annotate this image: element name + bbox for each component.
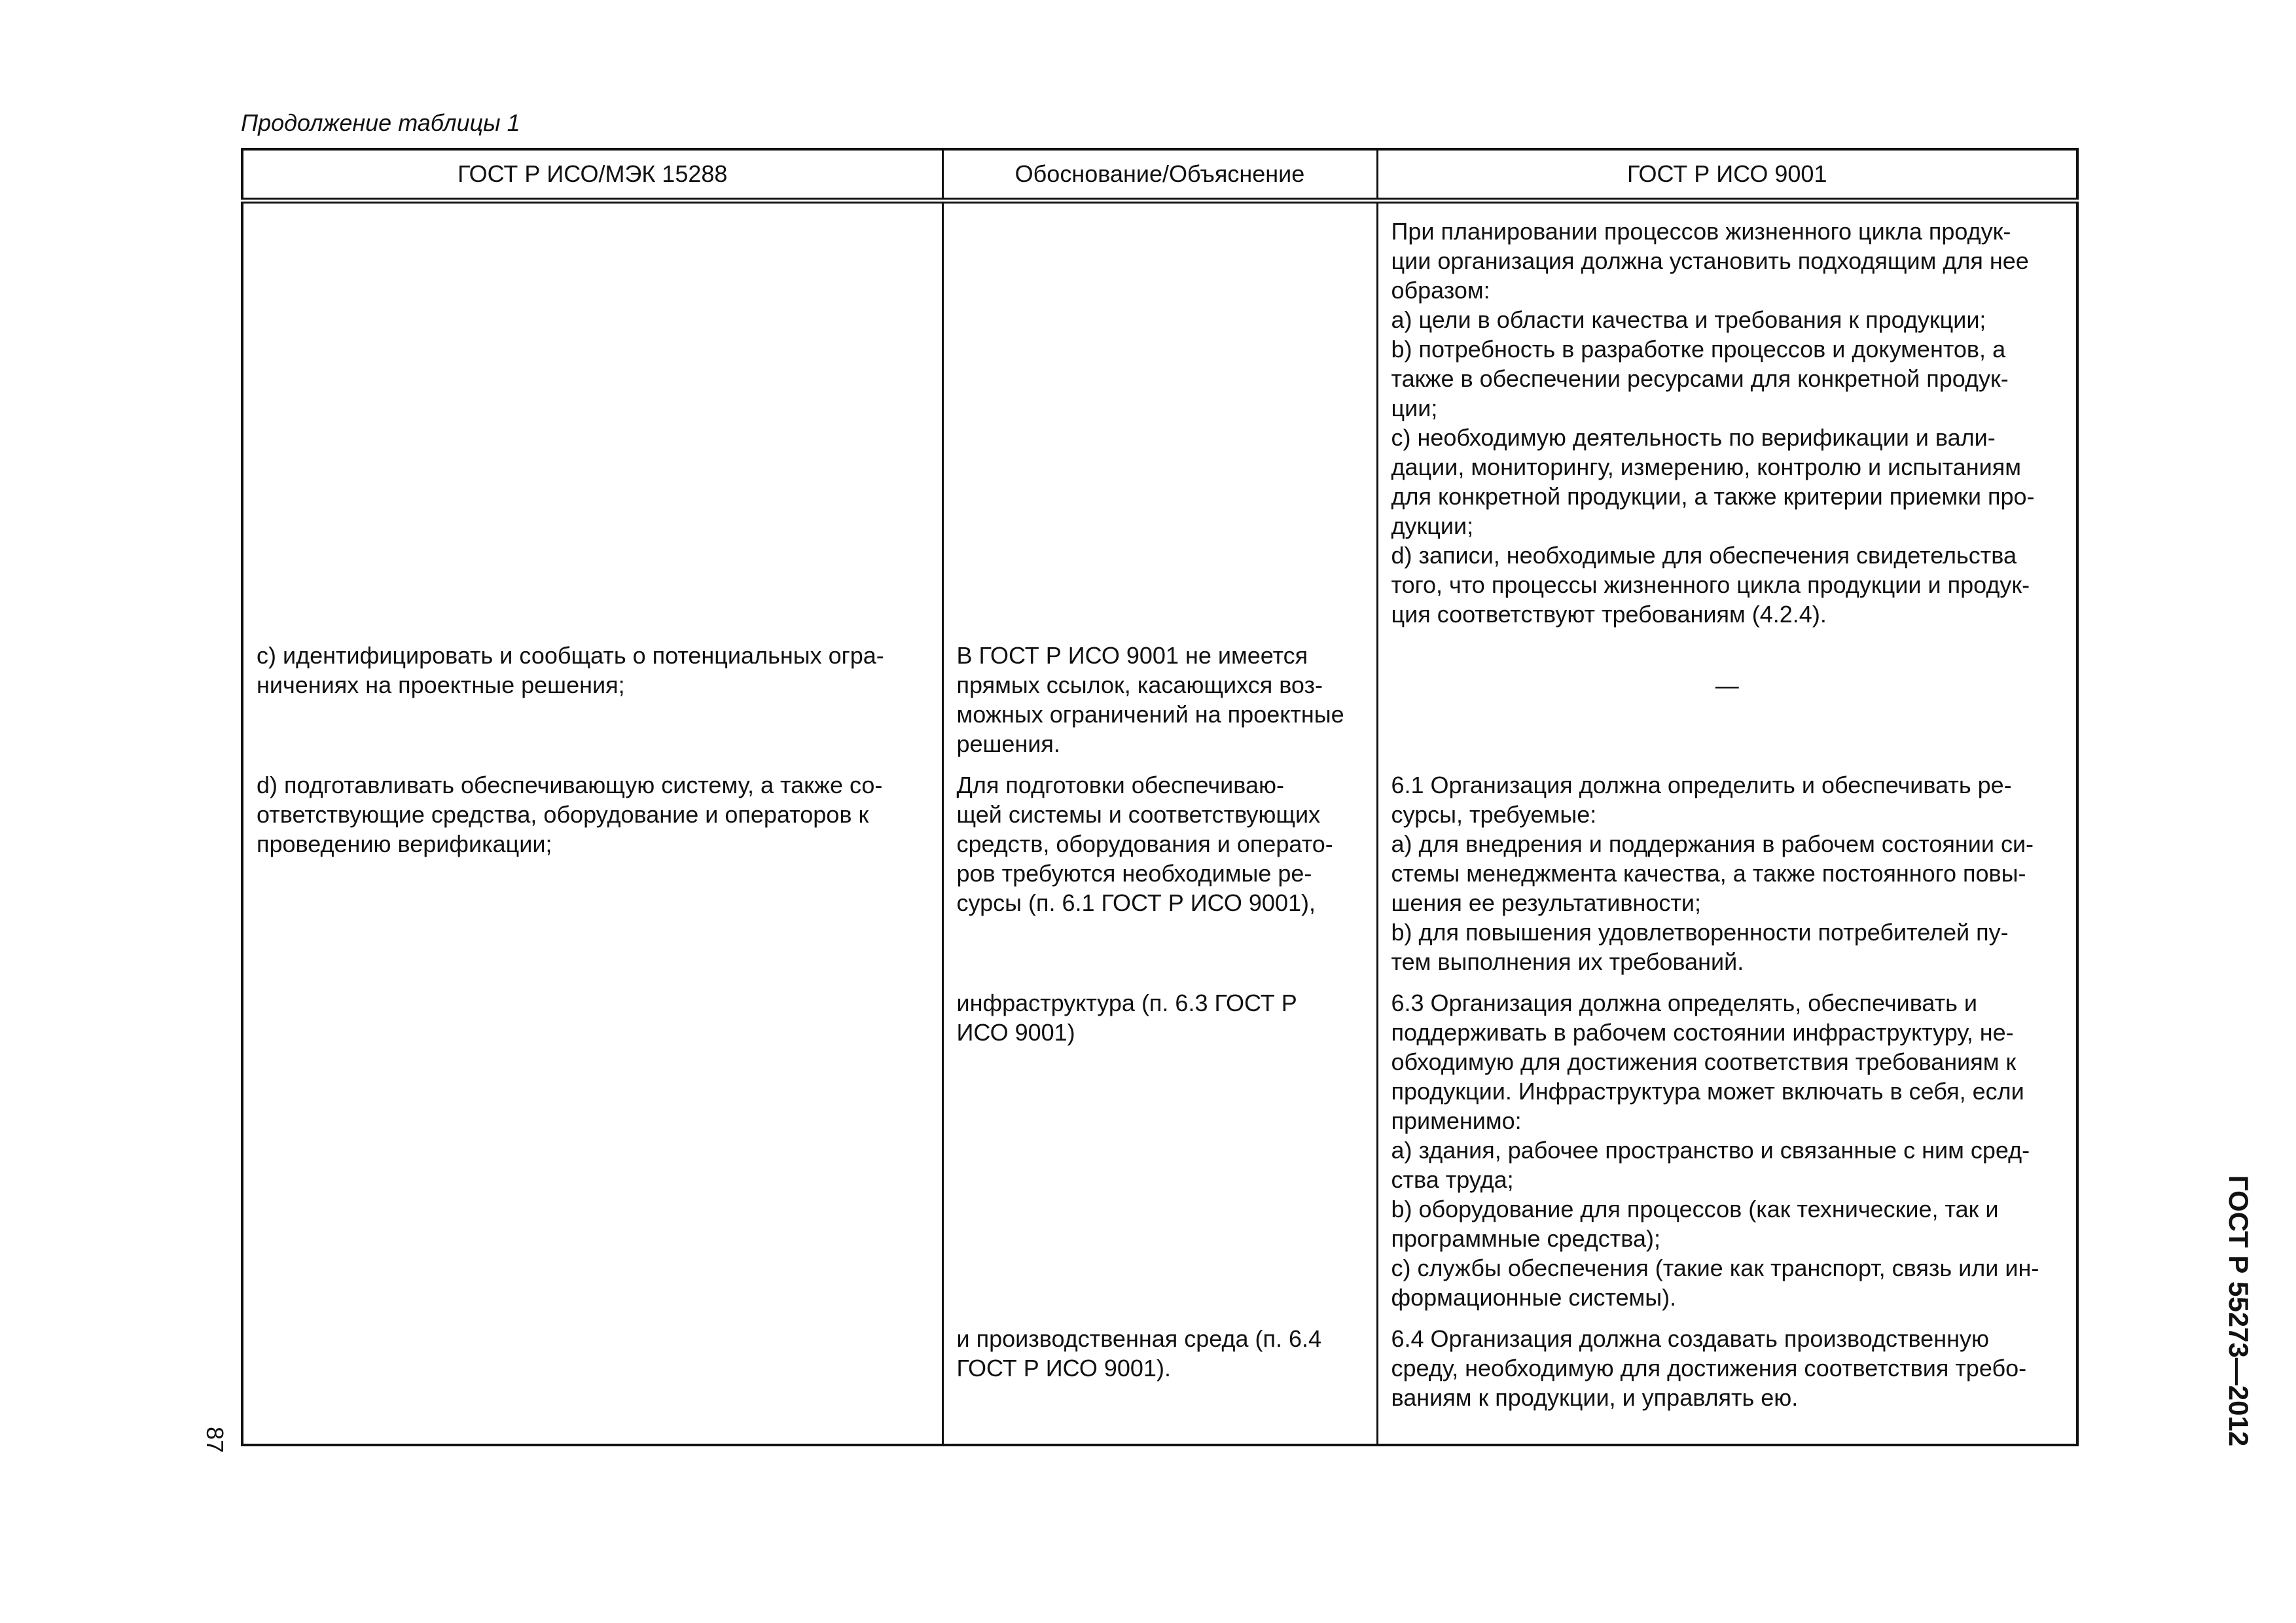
table-row — [242, 629, 2077, 758]
row3-col2: Для подготовки обеспечиваю- щей системы и соответствующих средств, оборудования и операто- ров требуются необходимые ре- сурсы (п. 6.1 ГОСТ Р ИСО 9001), — [942, 758, 1377, 976]
table-row — [242, 976, 2077, 1312]
table-caption: Продолжение таблицы 1 — [241, 109, 520, 136]
table-header-row — [242, 149, 2077, 201]
row1-col1 — [242, 201, 942, 630]
page-number: 87 — [202, 1426, 228, 1454]
comparison-table — [241, 148, 2079, 1446]
row3-col3: 6.1 Организация должна определить и обеспечивать ре- сурсы, требуемые: a) для внедрения и поддержания в рабочем состоянии си- стемы менеджмента качества, а также постоянного повы- шения ее результативности; b) для повышения удовлетворенности потребителей пу- тем выполнения их требований. — [1377, 758, 2077, 976]
row1-col2 — [942, 201, 1377, 630]
row5-col1 — [242, 1312, 942, 1412]
table-row — [242, 758, 2077, 976]
header-justification: Обоснование/Объяснение — [942, 149, 1377, 201]
document-code: ГОСТ Р 55273—2012 — [2223, 1175, 2254, 1447]
table-row — [242, 1312, 2077, 1412]
row5-col3: 6.4 Организация должна создавать производственную среду, необходимую для достижения соответствия требо- ваниям к продукции, и управлять ею. — [1377, 1312, 2077, 1412]
row5-col2: и производственная среда (п. 6.4 ГОСТ Р ИСО 9001). — [942, 1312, 1377, 1412]
header-gost-iso-iec-15288: ГОСТ Р ИСО/МЭК 15288 — [242, 149, 942, 201]
row2-col2: В ГОСТ Р ИСО 9001 не имеется прямых ссылок, касающихся воз- можных ограничений на проектные решения. — [942, 629, 1377, 758]
row4-col2: инфраструктура (п. 6.3 ГОСТ Р ИСО 9001) — [942, 976, 1377, 1312]
table-filler-row — [242, 1412, 2077, 1445]
table-row — [242, 201, 2077, 630]
row4-col1 — [242, 976, 942, 1312]
row4-col3: 6.3 Организация должна определять, обеспечивать и поддерживать в рабочем состоянии инфраструктуру, не- обходимую для достижения соответствия требованиям к продукции. Инфраструктура может включать в себя, если применимо: a) здания, рабочее пространство и связанные с ним сред- ства труда; b) оборудование для процессов (как технические, так и программные средства); c) службы обеспечения (такие как транспорт, связь или ин- формационные системы). — [1377, 976, 2077, 1312]
row2-col3 — [1377, 629, 2077, 758]
row3-col1: d) подготавливать обеспечивающую систему, а также со- ответствующие средства, оборудование и операторов к проведению верификации; — [242, 758, 942, 976]
row2-col1: c) идентифицировать и сообщать о потенциальных огра- ничениях на проектные решения; — [242, 629, 942, 758]
empty-dash: — — [1715, 672, 1739, 699]
header-gost-iso-9001: ГОСТ Р ИСО 9001 — [1377, 149, 2077, 201]
filler-cell — [242, 1412, 942, 1445]
filler-cell — [1377, 1412, 2077, 1445]
row1-col3: При планировании процессов жизненного цикла продук- ции организация должна установить подходящим для нее образом: a) цели в области качества и требования к продукции; b) потребность в разработке процессов и документов, а также в обеспечении ресурсами для конкретной продук- ции; c) необходимую деятельность по верификации и вали- дации, мониторингу, измерению, контролю и испытаниям для конкретной продукции, а также критерии приемки про- дукции; d) записи, необходимые для обеспечения свидетельства того, что процессы жизненного цикла продукции и продук- ция соответствуют требованиям (4.2.4). — [1377, 201, 2077, 630]
filler-cell — [942, 1412, 1377, 1445]
